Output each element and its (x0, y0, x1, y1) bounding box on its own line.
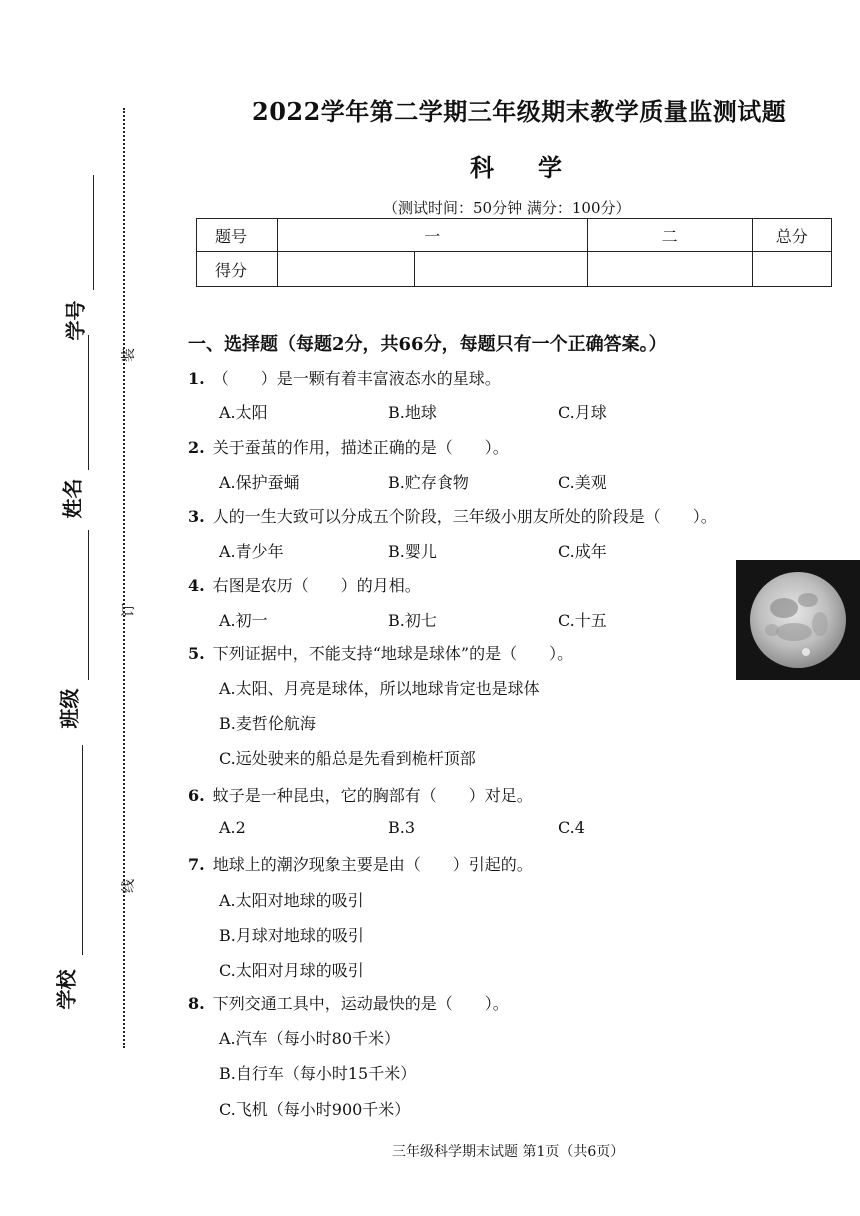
score-table-header-cell: 总分 (752, 219, 831, 252)
score-table (196, 218, 832, 287)
option: C.十五 (558, 611, 607, 630)
score-cell (278, 252, 415, 287)
option: B.地球 (388, 403, 437, 422)
option: B.月球对地球的吸引 (219, 926, 364, 945)
margin-blank-line (88, 335, 89, 470)
binding-char-zhuang: 装 (121, 348, 137, 362)
score-table-row-label: 得分 (197, 252, 278, 287)
option: A.太阳 (219, 403, 268, 422)
question-text: 人的一生大致可以分成五个阶段，三年级小朋友所处的阶段是（ ）。 (212, 507, 717, 526)
question-8 (188, 991, 509, 1014)
question-5 (188, 641, 573, 664)
option: B.3 (388, 818, 416, 837)
question-1 (188, 366, 501, 389)
question-number: 1. (188, 369, 205, 388)
question-3 (188, 504, 717, 527)
question-number: 4. (188, 576, 205, 595)
question-text: 右图是农历（ ）的月相。 (212, 576, 421, 595)
option: A.保护蚕蛹 (219, 473, 300, 492)
option: C.4 (558, 818, 585, 837)
option: B.麦哲伦航海 (219, 714, 316, 733)
margin-label-student-id: 学号 (63, 300, 88, 341)
option: C.月球 (558, 403, 607, 422)
question-4 (188, 573, 421, 596)
option: A.2 (219, 818, 246, 837)
question-text: 下列交通工具中，运动最快的是（ ）。 (212, 994, 509, 1013)
option: B.初七 (388, 611, 437, 630)
question-2 (188, 435, 509, 458)
option: A.太阳、月亮是球体，所以地球肯定也是球体 (219, 679, 540, 698)
question-number: 2. (188, 438, 205, 457)
margin-label-class: 班级 (57, 688, 82, 729)
binding-dotted-line (123, 108, 125, 1048)
option: C.成年 (558, 542, 607, 561)
option: B.贮存食物 (388, 473, 469, 492)
margin-label-school: 学校 (54, 969, 79, 1010)
question-number: 8. (188, 994, 205, 1013)
option: A.太阳对地球的吸引 (219, 891, 364, 910)
option: C.远处驶来的船总是先看到桅杆顶部 (219, 749, 476, 768)
margin-label-name: 姓名 (60, 478, 85, 519)
question-text: （ ）是一颗有着丰富液态水的星球。 (212, 369, 501, 388)
score-cell (752, 252, 831, 287)
score-cell (415, 252, 588, 287)
score-table-header-cell: 二 (587, 219, 752, 252)
option: C.美观 (558, 473, 607, 492)
question-text: 下列证据中，不能支持“地球是球体”的是（ ）。 (212, 644, 574, 663)
section-heading: 一、选择题（每题2分，共66分，每题只有一个正确答案。） (188, 334, 667, 355)
question-text: 地球上的潮汐现象主要是由（ ）引起的。 (212, 855, 533, 874)
margin-blank-line (88, 530, 89, 680)
binding-char-xian: 线 (121, 879, 137, 893)
binding-char-ding: 订 (121, 603, 137, 617)
margin-blank-line (82, 745, 83, 955)
subject-title: 科学 (470, 153, 606, 182)
question-number: 5. (188, 644, 205, 663)
option: C.太阳对月球的吸引 (219, 961, 364, 980)
full-moon-icon (736, 560, 860, 680)
option: A.青少年 (219, 542, 284, 561)
question-number: 3. (188, 507, 205, 526)
question-7 (188, 852, 533, 875)
question-text: 蚊子是一种昆虫，它的胸部有（ ）对足。 (212, 786, 533, 805)
margin-blank-line (93, 175, 94, 290)
exam-title: 2022学年第二学期三年级期末教学质量监测试题 (252, 97, 787, 126)
option: B.婴儿 (388, 542, 437, 561)
question-number: 7. (188, 855, 205, 874)
page-footer: 三年级科学期末试题 第1页（共6页） (392, 1144, 625, 1160)
question-6 (188, 783, 533, 806)
question-number: 6. (188, 786, 205, 805)
score-cell (587, 252, 752, 287)
option: A.初一 (219, 611, 268, 630)
score-table-header-cell: 题号 (197, 219, 278, 252)
option: A.汽车（每小时80千米） (219, 1029, 401, 1048)
exam-info: （测试时间：50分钟 满分：100分） (383, 199, 631, 217)
moon-phase-figure (736, 560, 860, 680)
question-text: 关于蚕茧的作用，描述正确的是（ ）。 (212, 438, 509, 457)
option: B.自行车（每小时15千米） (219, 1064, 417, 1083)
option: C.飞机（每小时900千米） (219, 1100, 411, 1119)
score-table-header-cell: 一 (278, 219, 588, 252)
